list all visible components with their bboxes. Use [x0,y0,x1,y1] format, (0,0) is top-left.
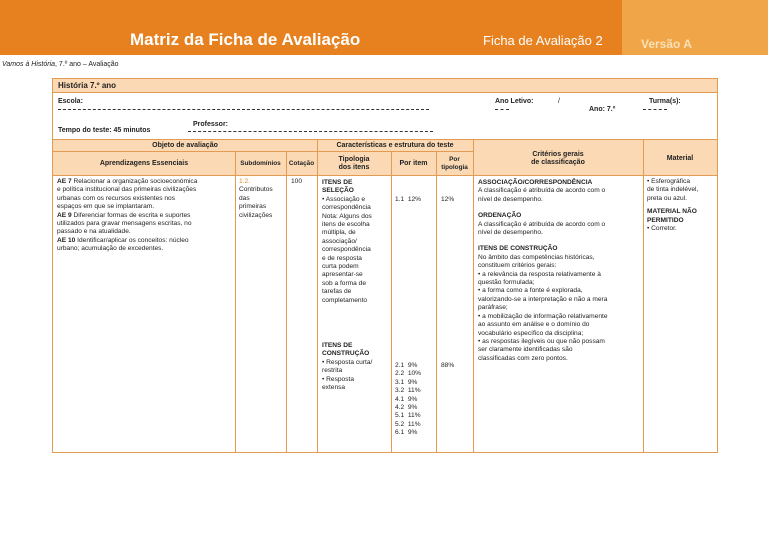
item-number: 2.1 [395,362,405,369]
header-por-tipologia-line: Por [449,156,460,163]
criterio-line: nível de desempenho. [478,195,543,203]
tipologia-line: correspondência [322,204,371,212]
ano-letivo-sep: / [558,98,560,105]
criterio-title: ASSOCIAÇÃO/CORRESPONDÊNCIA [478,179,593,186]
line-header-bottom [53,175,717,176]
item-row [395,412,421,420]
item-row [395,379,421,387]
item-row [395,362,421,370]
header-banner [0,0,768,55]
ae-line [57,186,235,194]
item-value: 10% [407,370,422,378]
item-number: 4.1 [395,395,405,403]
item-value: 9% [407,429,418,437]
item-row [395,421,421,429]
ae-text: urbano; acumulação de excedentes. [57,245,164,253]
aprendizagens-cell [57,178,235,254]
tipologia-construcao-cell [322,342,390,392]
ae-line [57,245,235,253]
criterio-line: classificadas com zero pontos. [478,354,568,362]
ano-label: Ano: 7.º [589,106,616,113]
tipologia-line: tarefas de [322,288,352,296]
ae-text: espaços em que se implantaram. [57,203,155,211]
ae-line [57,195,235,203]
criterio-line: ao assunto em análise e o domínio do [478,321,590,329]
tipologia-line: correspondência [322,246,371,254]
book-title: Vamos à História [2,61,56,68]
header-tipologia-line: dos itens [338,164,370,171]
tipologia-selecao-title: ITENS DE [322,179,353,186]
item-row [395,370,421,378]
material-not-allowed-title: MATERIAL NÃO [647,208,697,216]
item-number: 2.2 [395,370,405,378]
item-value: 9% [407,395,418,403]
ae-line [57,237,235,245]
item-row [395,429,421,437]
escola-label: Escola: [58,98,83,105]
col-line-1 [235,151,236,452]
item-number: 6.1 [395,429,405,437]
ae-code: AE 7 [57,178,72,185]
subject-title: História 7.º ano [53,79,717,93]
header-aprendizagens: Aprendizagens Essenciais [99,160,189,167]
tipologia-line: e de resposta [322,254,362,262]
tipologia-line: associação/ [322,237,357,245]
page-title: Matriz da Ficha de Avaliação [130,30,361,49]
item-number: 4.2 [395,404,405,412]
ae-text: e política institucional das primeiras civilizações [57,186,197,194]
tipologia-line: • Resposta curta/ [322,358,373,366]
tipologia-selecao-title: SELEÇÃO [322,187,354,195]
subdominio-line: das [239,194,250,202]
header-objeto: Objeto de avaliação [152,142,218,149]
criterio-line: A classificação é atribuída de acordo com o [478,220,606,228]
turma-label: Turma(s): [649,98,681,105]
tipologia-line: • Associação e [322,195,365,203]
header-por-item: Por item [399,160,428,167]
subdominio-cell [239,178,285,220]
col-line-6 [473,140,474,452]
tipologia-line: Nota: Alguns dos [322,212,372,220]
criterio-line: ser claramente identificadas são [478,346,573,354]
header-material: Material [666,155,694,162]
criterio-title: ORDENAÇÃO [478,212,522,220]
tipologia-line: completamento [322,296,368,304]
criterio-line: No âmbito das competências históricas, [478,253,595,261]
header-por-tipologia-line: tipologia [441,164,468,171]
material-line: preta ou azul. [647,194,687,202]
ano-letivo-label: Ano Letivo: [495,98,534,105]
item-row [395,404,421,412]
item-value: 11% [407,387,421,395]
criterio-line: questão formulada; [478,279,535,287]
ae-text: Diferenciar formas de escrita e suportes [71,211,191,219]
ae-line [57,228,235,236]
line-group [53,151,473,152]
item-value: 9% [407,378,418,386]
item-selecao [395,196,421,204]
item-value: 9% [407,404,418,412]
tipologia-line: apresentar-se [322,271,363,279]
tipologia-line: extensa [322,384,346,392]
ae-text: urbanas com os recursos existentes nos [57,194,176,202]
item-value: 11% [407,412,421,420]
item-row [395,387,421,395]
items-construcao-list [395,362,421,438]
criterio-line: • a forma como a fonte é explorada, [478,287,583,295]
subdominio-line: Contributos [239,186,273,194]
tipologia-selecao-cell [322,179,390,305]
criterio-line: • a relevância da resposta relativamente à [478,270,601,278]
tipologia-line: itens de escolha [322,221,370,229]
item-number: 3.1 [395,378,405,386]
header-criterios-line: Critérios gerais [532,151,584,158]
item-number: 3.2 [395,387,405,395]
col-line-2 [286,151,287,452]
criterio-line: valorizando-se a interpretação e não a mera [478,295,608,303]
ae-text: Identificar/aplicar os conceitos: núcleo [75,236,189,244]
criterios-cell [478,179,641,363]
tipologia-selecao-total: 12% [441,196,455,203]
cotacao-value: 100 [291,178,303,185]
criterio-line: • as respostas ilegíveis ou que não possam [478,337,605,345]
col-line-4 [391,151,392,452]
professor-label: Professor: [193,121,229,128]
col-line-7 [643,140,644,452]
tipologia-construcao-title: ITENS DE [322,342,353,349]
header-cotacao: Cotação [288,160,315,167]
tipologia-line: sob a forma de [322,279,366,287]
escola-line [58,109,429,110]
material-cell [647,178,715,233]
header-por-tipologia [436,156,473,172]
criterio-line: A classificação é atribuída de acordo com o [478,187,606,195]
tipologia-construcao-title: CONSTRUÇÃO [322,350,370,358]
source-line [2,61,119,68]
version-label: Versão A [641,37,692,51]
header-tipologia [317,156,391,172]
ae-line [57,220,235,228]
tempo-label: Tempo do teste: 45 minutos [58,127,151,134]
criterio-line: nível de desempenho. [478,229,543,237]
header-subdominios: Subdomínios [240,160,281,167]
item-value: 11% [407,420,421,428]
source-rest: , 7.º ano – Avaliação [55,61,119,68]
turma-line [643,109,667,110]
ae-code: AE 9 [57,211,72,219]
item-value: 9% [407,362,418,369]
ae-line [57,212,235,220]
assessment-name: Ficha de Avaliação 2 [483,33,603,48]
ae-code: AE 10 [57,236,76,244]
tipologia-construcao-total: 88% [441,362,455,369]
tipologia-line: múltipla, de [322,229,356,237]
col-line-3 [317,140,318,452]
subdominio-line: primeiras [239,203,267,211]
ano-letivo-line [495,109,509,110]
criterio-line: • a mobilização de informação relativamente [478,312,608,320]
ae-line [57,178,235,186]
header-criterios-line: de classificação [531,159,585,166]
material-not-allowed-title: PERMITIDO [647,216,684,224]
col-line-5 [436,151,437,452]
line-top [53,139,717,140]
criterio-line: vocabulário específico da disciplina; [478,329,584,337]
professor-line [188,131,433,132]
tipologia-line: restrita [322,367,343,375]
ae-text: passado e na atualidade. [57,228,131,236]
item-number: 5.1 [395,412,405,420]
subdominio-line: civilizações [239,211,273,219]
header-criterios [473,151,643,167]
item-number: 5.2 [395,420,405,428]
item-value: 12% [407,196,422,203]
item-row [395,396,421,404]
header-caracteristicas: Características e estrutura do teste [336,142,454,149]
material-line: • Esferográfica [647,178,690,185]
criterio-line: paráfrase; [478,304,508,312]
ae-text: Relacionar a organização socioeconómica [71,178,198,185]
tipologia-line: curta podem [322,263,359,271]
ae-line [57,203,235,211]
item-number: 1.1 [395,196,405,203]
ae-text: utilizados para gravar mensagens escritas, no [57,220,192,228]
material-line: de tinta indelével, [647,186,699,194]
subdominio-code: 1.2. [239,178,250,185]
material-line: • Corretor. [647,225,677,233]
criterio-line: constituem critérios gerais: [478,262,557,270]
criterio-title: ITENS DE CONSTRUÇÃO [478,245,558,253]
tipologia-line: • Resposta [322,375,354,383]
assessment-matrix [52,78,718,453]
header-tipologia-line: Tipologia [338,156,370,163]
